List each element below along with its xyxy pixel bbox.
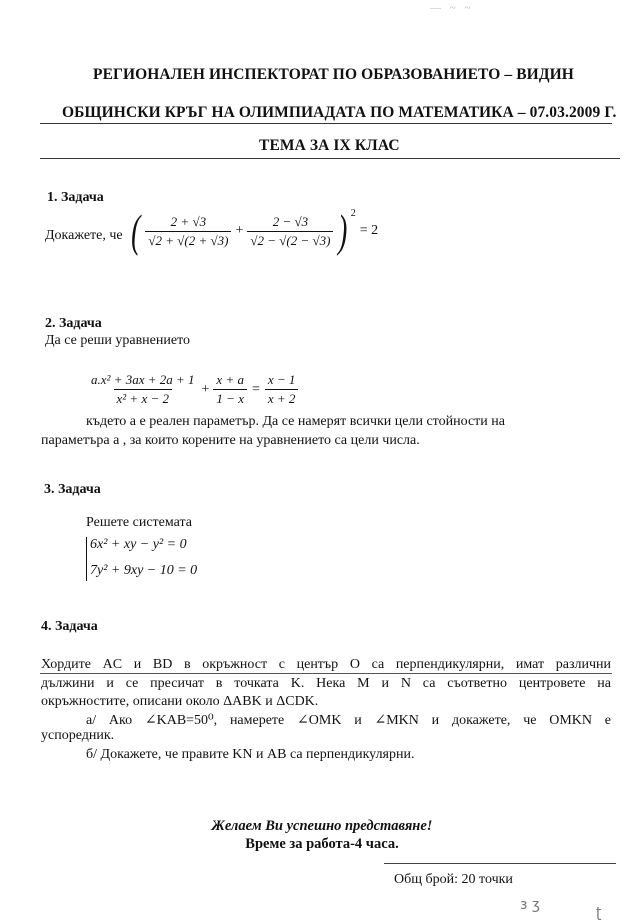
handwritten-mark: ʈ bbox=[596, 905, 602, 921]
left-paren: ( bbox=[131, 205, 141, 256]
fraction-numerator: 2 − √3 bbox=[272, 213, 309, 229]
task-4-part-a-line-1: а/ Ако ∠KAB=50⁰, намерете ∠OMK и ∠MKN и докажете, че OMKN е bbox=[86, 713, 611, 728]
header-grade: ТЕМА ЗА IX КЛАС bbox=[259, 137, 400, 154]
task-2-fraction-3 bbox=[265, 372, 299, 407]
task-1-fraction-2 bbox=[247, 214, 333, 249]
equals-sign: = bbox=[251, 381, 260, 397]
task-2-condition-line-1: където a е реален параметър. Да се намерят всички цели стойности на bbox=[86, 414, 505, 429]
footer-wish: Желаем Ви успешно представяне! bbox=[211, 818, 433, 834]
right-paren: ) bbox=[338, 205, 348, 256]
task-4-part-a-line-2: успоредник. bbox=[41, 728, 115, 743]
header-inspectorate: РЕГИОНАЛЕН ИНСПЕКТОРАТ ПО ОБРАЗОВАНИЕТО – ВИДИН bbox=[93, 66, 574, 83]
plus-sign: + bbox=[201, 381, 210, 397]
task-1-rhs: = 2 bbox=[359, 223, 379, 238]
task-2-fraction-1 bbox=[88, 372, 198, 407]
handwritten-mark: ɜ ʒ bbox=[520, 897, 540, 913]
task-1-fraction-1 bbox=[145, 214, 231, 249]
task-1-lead: Докажете, че bbox=[45, 228, 123, 243]
task-3-equation-2: 7y² + 9xy − 10 = 0 bbox=[90, 563, 198, 578]
fraction-numerator: x − 1 bbox=[267, 372, 296, 387]
task-1-title: 1. Задача bbox=[47, 190, 104, 205]
task-4-paragraph-line-2: дължини и се пресичат в точката K. Нека M и N са съответно центровете на bbox=[41, 676, 612, 691]
task-2-equation bbox=[86, 372, 300, 407]
task-3-lead: Решете системата bbox=[86, 515, 193, 530]
fraction-numerator: 2 + √3 bbox=[170, 213, 207, 229]
task-3-title: 3. Задача bbox=[44, 482, 101, 497]
fraction-denominator: x + 2 bbox=[265, 389, 299, 407]
plus-sign: + bbox=[235, 223, 244, 238]
footer-rule bbox=[384, 863, 616, 864]
task-4-title: 4. Задача bbox=[41, 619, 98, 634]
task-2-condition-line-2: параметъра a , за които корените на уравнението са цели числа. bbox=[41, 433, 420, 448]
header-underline-1 bbox=[40, 123, 612, 124]
system-brace bbox=[86, 537, 87, 581]
task-3-equation-1: 6x² + xy − y² = 0 bbox=[90, 537, 187, 552]
header-underline-2 bbox=[40, 158, 620, 159]
fraction-numerator: x + a bbox=[216, 372, 244, 387]
scan-line bbox=[40, 673, 612, 674]
header-olympiad: ОБЩИНСКИ КРЪГ НА ОЛИМПИАДАТА ПО МАТЕМАТИКА – 07.03.2009 Г. bbox=[62, 104, 617, 121]
task-2-fraction-2 bbox=[213, 372, 247, 407]
task-2-lead: Да се реши уравнението bbox=[45, 333, 191, 348]
footer-points: Общ брой: 20 точки bbox=[394, 872, 513, 887]
task-2-title: 2. Задача bbox=[45, 316, 102, 331]
scan-artifact: — ~ ~ bbox=[430, 2, 474, 14]
footer-time: Време за работа-4 часа. bbox=[245, 836, 399, 852]
fraction-numerator: a.x² + 3ax + 2a + 1 bbox=[91, 372, 195, 387]
fraction-denominator: √2 + √(2 + √3) bbox=[145, 231, 231, 249]
fraction-denominator: x² + x − 2 bbox=[114, 389, 172, 407]
task-1-expression bbox=[128, 205, 379, 256]
task-4-part-b: б/ Докажете, че правите KN и AB са перпендикулярни. bbox=[86, 747, 415, 762]
task-4-paragraph-line-1: Хордите AC и BD в окръжност с център O са перпендикулярни, имат различни bbox=[41, 657, 611, 672]
task-4-paragraph-line-3: окръжностите, описани около ΔABK и ΔCDK. bbox=[41, 694, 319, 709]
fraction-denominator: 1 − x bbox=[213, 389, 247, 407]
fraction-denominator: √2 − √(2 − √3) bbox=[247, 231, 333, 249]
exponent: 2 bbox=[350, 207, 356, 219]
